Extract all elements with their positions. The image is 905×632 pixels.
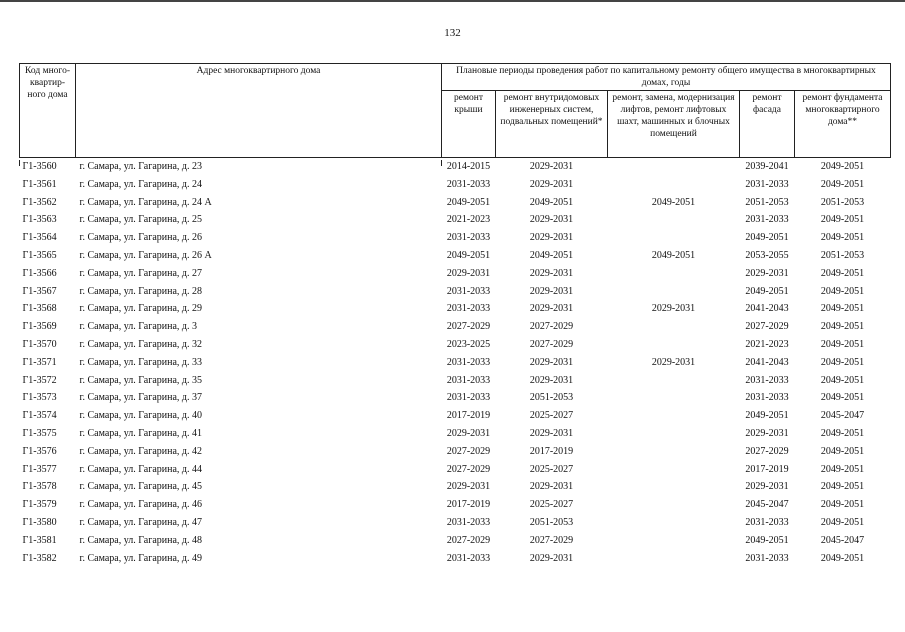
table-row [20,158,891,176]
cell-roof: 2031-2033 [446,303,491,315]
table-row [20,265,891,283]
table-row [20,425,891,443]
header-periods: Плановые периоды проведения работ по капитальному ремонту общего имущества в многоквартирных домах, годы [442,64,891,91]
cell-roof: 2023-2025 [446,338,491,350]
cell-roof: 2031-2033 [446,374,491,386]
cell-code: Г1-3569 [22,321,57,333]
cell-code: Г1-3566 [22,267,57,279]
table-row [20,247,891,265]
cell-roof: 2029-2031 [446,481,491,493]
cell-code: Г1-3573 [22,392,57,404]
cell-systems: 2049-2051 [529,196,574,208]
header-address: Адрес многоквартирного дома [76,64,442,158]
cell-facade: 2051-2053 [745,196,789,208]
cell-facade: 2031-2033 [745,178,789,190]
cell-systems: 2029-2031 [529,214,574,226]
cell-code: Г1-3580 [22,516,57,528]
cell-foundation: 2049-2051 [820,445,865,457]
cell-foundation: 2049-2051 [820,338,865,350]
cell-foundation: 2051-2053 [820,249,865,261]
cell-systems: 2017-2019 [529,445,574,457]
cell-roof: 2049-2051 [446,249,491,261]
cell-roof: 2027-2029 [446,463,491,475]
cell-address: г. Самара, ул. Гагарина, д. 47 [79,516,203,528]
cell-lifts [608,158,740,176]
cell-facade: 2017-2019 [745,463,789,475]
header-roof: ремонт крыши [442,91,496,158]
cell-lifts [608,336,740,354]
cell-address: г. Самара, ул. Гагарина, д. 26 [79,232,203,244]
cell-systems: 2027-2029 [529,321,574,333]
cell-lifts [608,532,740,550]
cell-foundation: 2051-2053 [820,196,865,208]
cell-facade: 2049-2051 [745,410,789,422]
cell-roof: 2031-2033 [446,516,491,528]
cell-foundation: 2049-2051 [820,214,865,226]
cell-address: г. Самара, ул. Гагарина, д. 29 [79,303,203,315]
header-facade: ремонт фасада [740,91,795,158]
page-number: 132 [444,27,461,39]
cell-code: Г1-3563 [22,214,57,226]
cell-address: г. Самара, ул. Гагарина, д. 33 [79,356,203,368]
cell-lifts [608,443,740,461]
cell-roof: 2021-2023 [446,214,491,226]
cell-systems: 2029-2031 [529,427,574,439]
table-row [20,478,891,496]
cell-code: Г1-3574 [22,410,57,422]
cell-facade: 2053-2055 [745,249,789,261]
cell-address: г. Самара, ул. Гагарина, д. 25 [79,214,203,226]
cell-systems: 2029-2031 [529,267,574,279]
cell-foundation: 2049-2051 [820,321,865,333]
cell-facade: 2031-2033 [745,516,789,528]
cell-systems: 2051-2053 [529,516,574,528]
cell-roof: 2031-2033 [446,232,491,244]
table-row [20,532,891,550]
header-lifts: ремонт, замена, модернизация лифтов, ремонт лифтовых шахт, машинных и блочных помещений [608,91,740,158]
cell-lifts [608,461,740,479]
cell-facade: 2031-2033 [745,552,789,564]
cell-address: г. Самара, ул. Гагарина, д. 24 [79,178,203,190]
cell-code: Г1-3577 [22,463,57,475]
header-systems: ремонт внутридомовых инженерных систем, подвальных помещений* [496,91,608,158]
cell-address: г. Самара, ул. Гагарина, д. 44 [79,463,203,475]
cell-foundation: 2049-2051 [820,161,865,172]
cell-roof: 2031-2033 [446,285,491,297]
cell-roof: 2029-2031 [446,427,491,439]
cell-code: Г1-3567 [22,285,57,297]
cell-systems: 2051-2053 [529,392,574,404]
cell-code: Г1-3561 [22,178,57,190]
cell-address: г. Самара, ул. Гагарина, д. 46 [79,499,203,511]
cell-lifts [608,176,740,194]
cell-facade: 2027-2029 [745,321,789,333]
cell-lifts [608,550,740,568]
cell-systems: 2029-2031 [529,356,574,368]
cell-address: г. Самара, ул. Гагарина, д. 3 [79,321,198,333]
cell-roof: 2017-2019 [446,499,491,511]
cell-roof: 2031-2033 [446,178,491,190]
cell-facade: 2029-2031 [745,427,789,439]
cell-address: г. Самара, ул. Гагарина, д. 40 [79,410,203,422]
cell-lifts [608,229,740,247]
cell-address: г. Самара, ул. Гагарина, д. 48 [79,534,203,546]
cell-foundation: 2049-2051 [820,232,865,244]
cell-lifts: 2049-2051 [651,249,696,261]
cell-address: г. Самара, ул. Гагарина, д. 28 [79,285,203,297]
cell-facade: 2041-2043 [745,356,789,368]
cell-foundation: 2049-2051 [820,552,865,564]
table-row [20,211,891,229]
cell-address: г. Самара, ул. Гагарина, д. 24 А [79,196,212,208]
cell-systems: 2029-2031 [529,285,574,297]
cell-foundation: 2049-2051 [820,356,865,368]
cell-foundation: 2049-2051 [820,481,865,493]
cell-roof: 2031-2033 [446,392,491,404]
cell-foundation: 2049-2051 [820,303,865,315]
cell-facade: 2027-2029 [745,445,789,457]
cell-lifts [608,389,740,407]
cell-systems: 2025-2027 [529,410,574,422]
cell-foundation: 2049-2051 [820,178,865,190]
cell-roof: 2031-2033 [446,552,491,564]
column-rule [441,160,442,166]
cell-code: Г1-3568 [22,303,57,315]
cell-roof: 2027-2029 [446,445,491,457]
cell-systems: 2029-2031 [529,178,574,190]
cell-facade: 2021-2023 [745,338,789,350]
cell-roof: 2031-2033 [446,356,491,368]
table-row [20,354,891,372]
cell-foundation: 2045-2047 [820,410,865,422]
cell-code: Г1-3581 [22,534,57,546]
cell-lifts [608,211,740,229]
cell-code: Г1-3579 [22,499,57,511]
cell-facade: 2031-2033 [745,392,789,404]
cell-address: г. Самара, ул. Гагарина, д. 49 [79,552,203,564]
cell-foundation: 2049-2051 [820,285,865,297]
cell-systems: 2049-2051 [529,249,574,261]
cell-facade: 2031-2033 [745,374,789,386]
cell-address: г. Самара, ул. Гагарина, д. 41 [79,427,203,439]
table-row [20,443,891,461]
table-row [20,550,891,568]
cell-code: Г1-3582 [22,552,57,564]
cell-foundation: 2049-2051 [820,392,865,404]
cell-systems: 2029-2031 [529,232,574,244]
top-rule [0,0,905,2]
cell-address: г. Самара, ул. Гагарина, д. 45 [79,481,203,493]
cell-facade: 2029-2031 [745,481,789,493]
table-row [20,194,891,212]
cell-lifts: 2049-2051 [651,196,696,208]
cell-roof: 2049-2051 [446,196,491,208]
cell-systems: 2029-2031 [529,374,574,386]
cell-foundation: 2049-2051 [820,516,865,528]
cell-facade: 2041-2043 [745,303,789,315]
cell-code: Г1-3562 [22,196,57,208]
cell-foundation: 2049-2051 [820,374,865,386]
cell-code: Г1-3576 [22,445,57,457]
cell-facade: 2049-2051 [745,285,789,297]
table-row [20,461,891,479]
table-row [20,389,891,407]
cell-lifts: 2029-2031 [651,356,696,368]
cell-code: Г1-3570 [22,338,57,350]
cell-systems: 2025-2027 [529,463,574,475]
table-row [20,318,891,336]
cell-code: Г1-3575 [22,427,57,439]
cell-lifts [608,514,740,532]
cell-foundation: 2049-2051 [820,499,865,511]
table-row [20,229,891,247]
header-code: Код много- квартир- ного дома [20,64,76,158]
cell-code: Г1-3565 [22,249,57,261]
cell-lifts [608,265,740,283]
repair-schedule-table [19,63,891,567]
cell-systems: 2029-2031 [529,552,574,564]
cell-facade: 2045-2047 [745,499,789,511]
cell-lifts [608,283,740,301]
cell-address: г. Самара, ул. Гагарина, д. 26 А [79,249,212,261]
cell-roof: 2029-2031 [446,267,491,279]
header-foundation: ремонт фундамента многоквартирного дома** [795,91,891,158]
cell-address: г. Самара, ул. Гагарина, д. 23 [79,161,203,172]
cell-address: г. Самара, ул. Гагарина, д. 35 [79,374,203,386]
cell-facade: 2031-2033 [745,214,789,226]
cell-address: г. Самара, ул. Гагарина, д. 42 [79,445,203,457]
cell-roof: 2014-2015 [446,161,491,172]
cell-lifts [608,407,740,425]
cell-roof: 2017-2019 [446,410,491,422]
cell-address: г. Самара, ул. Гагарина, д. 27 [79,267,203,279]
cell-foundation: 2049-2051 [820,463,865,475]
table-row [20,283,891,301]
table-row [20,514,891,532]
cell-code: Г1-3564 [22,232,57,244]
cell-facade: 2049-2051 [745,534,789,546]
cell-systems: 2029-2031 [529,481,574,493]
table-row [20,176,891,194]
cell-facade: 2029-2031 [745,267,789,279]
table-row [20,300,891,318]
table-row [20,372,891,390]
table-row [20,496,891,514]
cell-roof: 2027-2029 [446,534,491,546]
cell-roof: 2027-2029 [446,321,491,333]
cell-foundation: 2049-2051 [820,267,865,279]
cell-code: Г1-3578 [22,481,57,493]
cell-facade: 2049-2051 [745,232,789,244]
cell-foundation: 2045-2047 [820,534,865,546]
cell-code: Г1-3572 [22,374,57,386]
cell-lifts [608,318,740,336]
cell-systems: 2029-2031 [529,303,574,315]
cell-address: г. Самара, ул. Гагарина, д. 37 [79,392,203,404]
cell-systems: 2027-2029 [529,338,574,350]
cell-systems: 2029-2031 [529,161,574,172]
cell-foundation: 2049-2051 [820,427,865,439]
cell-code: Г1-3571 [22,356,57,368]
cell-lifts [608,496,740,514]
cell-code: Г1-3560 [22,161,57,172]
table-row [20,336,891,354]
cell-lifts [608,425,740,443]
table-row [20,407,891,425]
cell-lifts [608,372,740,390]
cell-lifts: 2029-2031 [651,303,696,315]
cell-systems: 2025-2027 [529,499,574,511]
cell-lifts [608,478,740,496]
cell-address: г. Самара, ул. Гагарина, д. 32 [79,338,203,350]
cell-systems: 2027-2029 [529,534,574,546]
cell-facade: 2039-2041 [745,161,789,172]
column-rule [19,160,20,166]
